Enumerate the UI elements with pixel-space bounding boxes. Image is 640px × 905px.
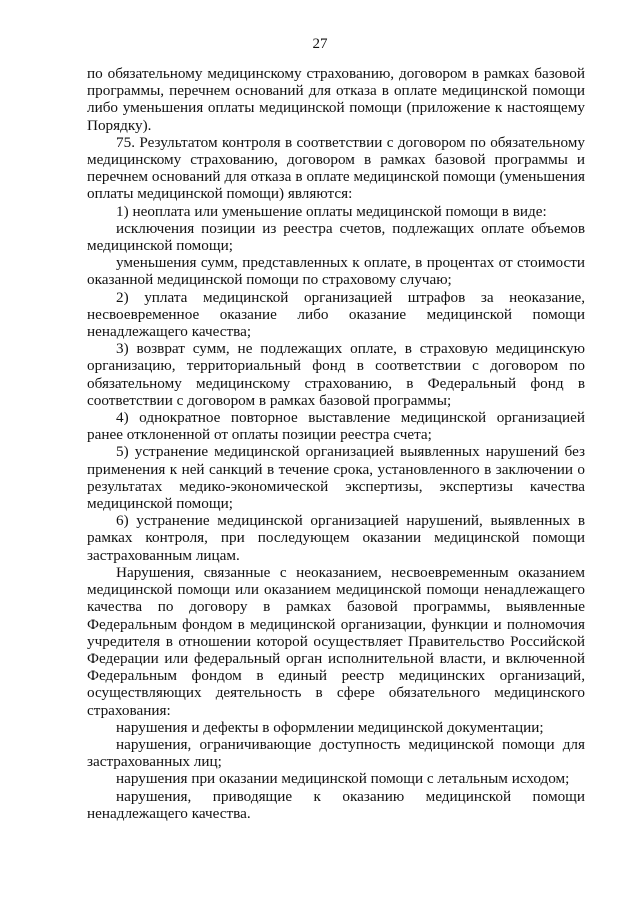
paragraph-violation-2: нарушения, ограничивающие доступность медицинской помощи для застрахованных лиц; (87, 735, 585, 771)
document-body (87, 65, 585, 822)
paragraph-subitem-2: 2) уплата медицинской организацией штрафов за неоказание, несвоевременное оказание либо оказание медицинской помощи ненадлежащего качества; (87, 288, 585, 341)
paragraph-subitem-3: 3) возврат сумм, не подлежащих оплате, в страховую медицинскую организацию, территориальный фонд в соответствии с договором по обязательному медицинскому страхованию, в Федеральный фонд в соответствии с договором в рамках базовой программы; (87, 340, 585, 409)
paragraph-violation-3: нарушения при оказании медицинской помощи с летальным исходом; (116, 770, 570, 788)
paragraph-subitem-5: 5) устранение медицинской организацией выявленных нарушений без применения к ней санкций в течение срока, установленного в заключении о результатах медико-экономической экспертизы, экспертизы качества медицинской помощи; (87, 443, 585, 513)
page-number: 27 (312, 36, 328, 52)
paragraph-violation-4: нарушения, приводящие к оказанию медицинской помощи ненадлежащего качества. (87, 787, 585, 822)
paragraph-continuation: по обязательному медицинскому страхованию, договором в рамках базовой программы, перечнем оснований для отказа в оплате медицинской помощи либо уменьшения оплаты медицинской помощи (приложение к настоящему Порядку). (87, 65, 585, 134)
paragraph-violation-1: нарушения и дефекты в оформлении медицинской документации; (116, 718, 544, 736)
paragraph-subitem-1-b: уменьшения сумм, представленных к оплате, в процентах от стоимости оказанной медицинской помощи по страховому случаю; (87, 254, 585, 289)
paragraph-subitem-6: 6) устранение медицинской организацией нарушений, выявленных в рамках контроля, при последующем оказании медицинской помощи застрахованным лицам. (87, 512, 585, 564)
paragraph-violations-intro: Нарушения, связанные с неоказанием, несвоевременным оказанием медицинской помощи или оказанием медицинской помощи ненадлежащего качества по договору в рамках базовой программы, выявленные Федеральным фондом в медицинской организации, функции и полномочия учредителя в отношении которой осуществляет Правительство Российской Федерации или федеральный орган исполнительной власти, и включенной Федеральным фондом в единый реестр медицинских организаций, осуществляющих деятельность в сфере обязательного медицинского страхования: (87, 563, 585, 719)
paragraph-subitem-1: 1) неоплата или уменьшение оплаты медицинской помощи в виде: (116, 202, 547, 220)
paragraph-subitem-1-a: исключения позиции из реестра счетов, подлежащих оплате объемов медицинской помощи; (87, 219, 585, 255)
paragraph-subitem-4: 4) однократное повторное выставление медицинской организацией ранее отклоненной от оплаты позиции реестра счета; (87, 409, 585, 444)
paragraph-item-75: 75. Результатом контроля в соответствии с договором по обязательному медицинскому страхованию, договором в рамках базовой программы и перечнем оснований для отказа в оплате медицинской помощи (уменьшения оплаты медицинской помощи) являются: (87, 133, 585, 203)
